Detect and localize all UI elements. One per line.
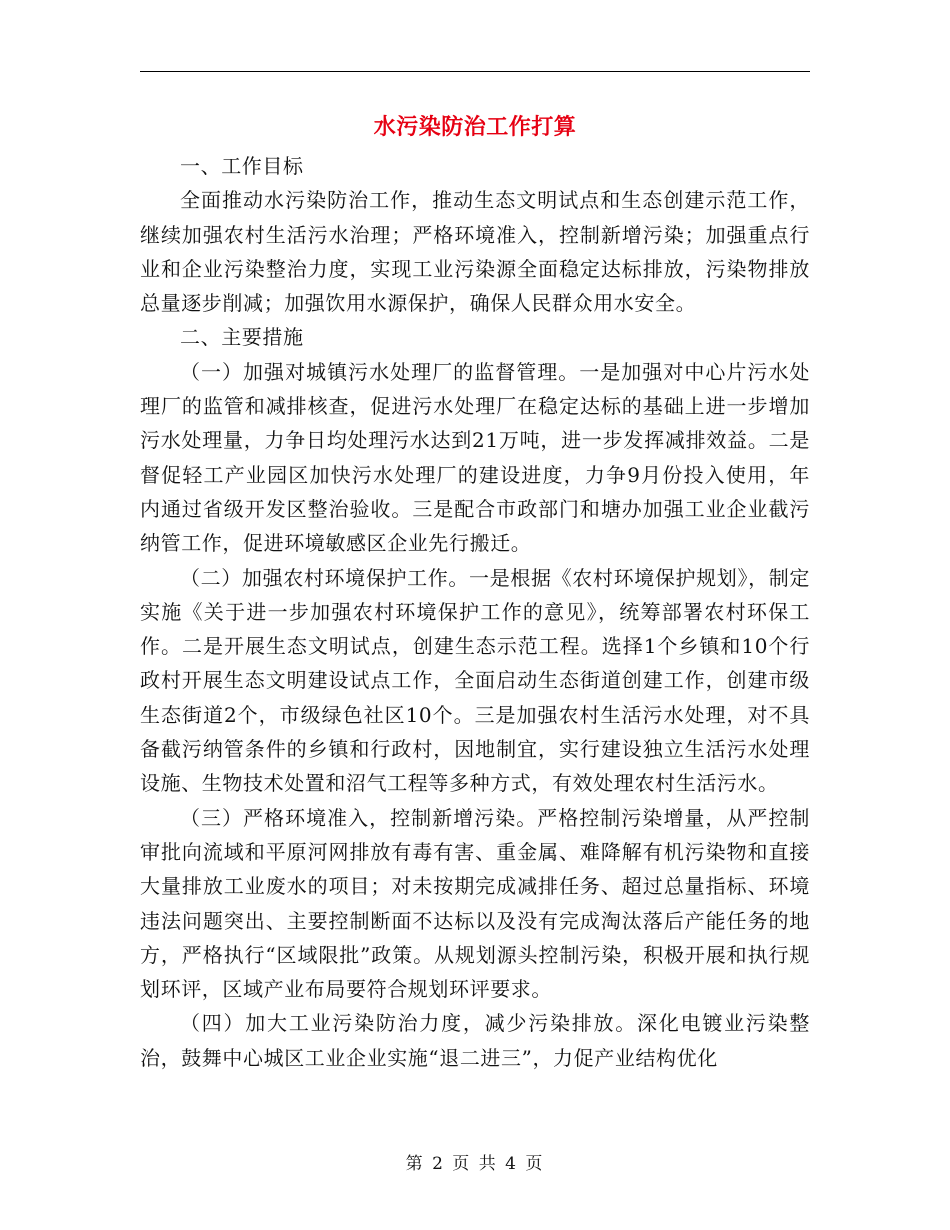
section-heading-goals: 一、工作目标: [180, 154, 304, 178]
document-body: [140, 149, 810, 1075]
paragraph-measure-3: （三）严格环境准入，控制新增污染。严格控制污染增量，从严控制审批向流域和平原河网排放有毒有害、重金属、难降解有机污染物和直接大量排放工业废水的项目；对未按期完成减排任务、超过总量指标、环境违法问题突出、主要控制断面不达标以及没有完成淘汰落后产能任务的地方，严格执行“区域限批”政策。从规划源头控制污染，积极开展和执行规划环评，区域产业布局要符合规划环评要求。: [140, 805, 810, 1002]
document-title: 水污染防治工作打算: [373, 114, 577, 140]
section-heading-measures: 二、主要措施: [180, 325, 304, 350]
header-rule: [140, 71, 810, 72]
paragraph-goals: 全面推动水污染防治工作，推动生态文明试点和生态创建示范工作，继续加强农村生活污水治理；严格环境准入，控制新增污染；加强重点行业和企业污染整治力度，实现工业污染源全面稳定达标排放，污染物排放总量逐步削减；加强饮用水源保护，确保人民群众用水安全。: [140, 188, 810, 316]
page-number: 第 2 页 共 4 页: [405, 1154, 545, 1174]
paragraph-measure-4: （四）加大工业污染防治力度，减少污染排放。深化电镀业污染整治，鼓舞中心城区工业企业实施“退二进三”，力促产业结构优化: [140, 1011, 810, 1070]
paragraph-measure-1: （一）加强对城镇污水处理厂的监督管理。一是加强对中心片污水处理厂的监管和减排核查，促进污水处理厂在稳定达标的基础上进一步增加污水处理量，力争日均处理污水达到21万吨，进一步发挥减排效益。二是督促轻工产业园区加快污水处理厂的建设进度，力争9月份投入使用，年内通过省级开发区整治验收。三是配合市政部门和塘办加强工业企业截污纳管工作，促进环境敏感区企业先行搬迁。: [140, 359, 810, 556]
paragraph-measure-2: （二）加强农村环境保护工作。一是根据《农村环境保护规划》，制定实施《关于进一步加强农村环境保护工作的意见》，统筹部署农村环保工作。二是开展生态文明试点，创建生态示范工程。选择1个乡镇和10个行政村开展生态文明建设试点工作，全面启动生态街道创建工作，创建市级生态街道2个，市级绿色社区10个。三是加强农村生活污水处理，对不具备截污纳管条件的乡镇和行政村，因地制宜，实行建设独立生活污水处理设施、生物技术处置和沼气工程等多种方式，有效处理农村生活污水。: [140, 565, 810, 796]
